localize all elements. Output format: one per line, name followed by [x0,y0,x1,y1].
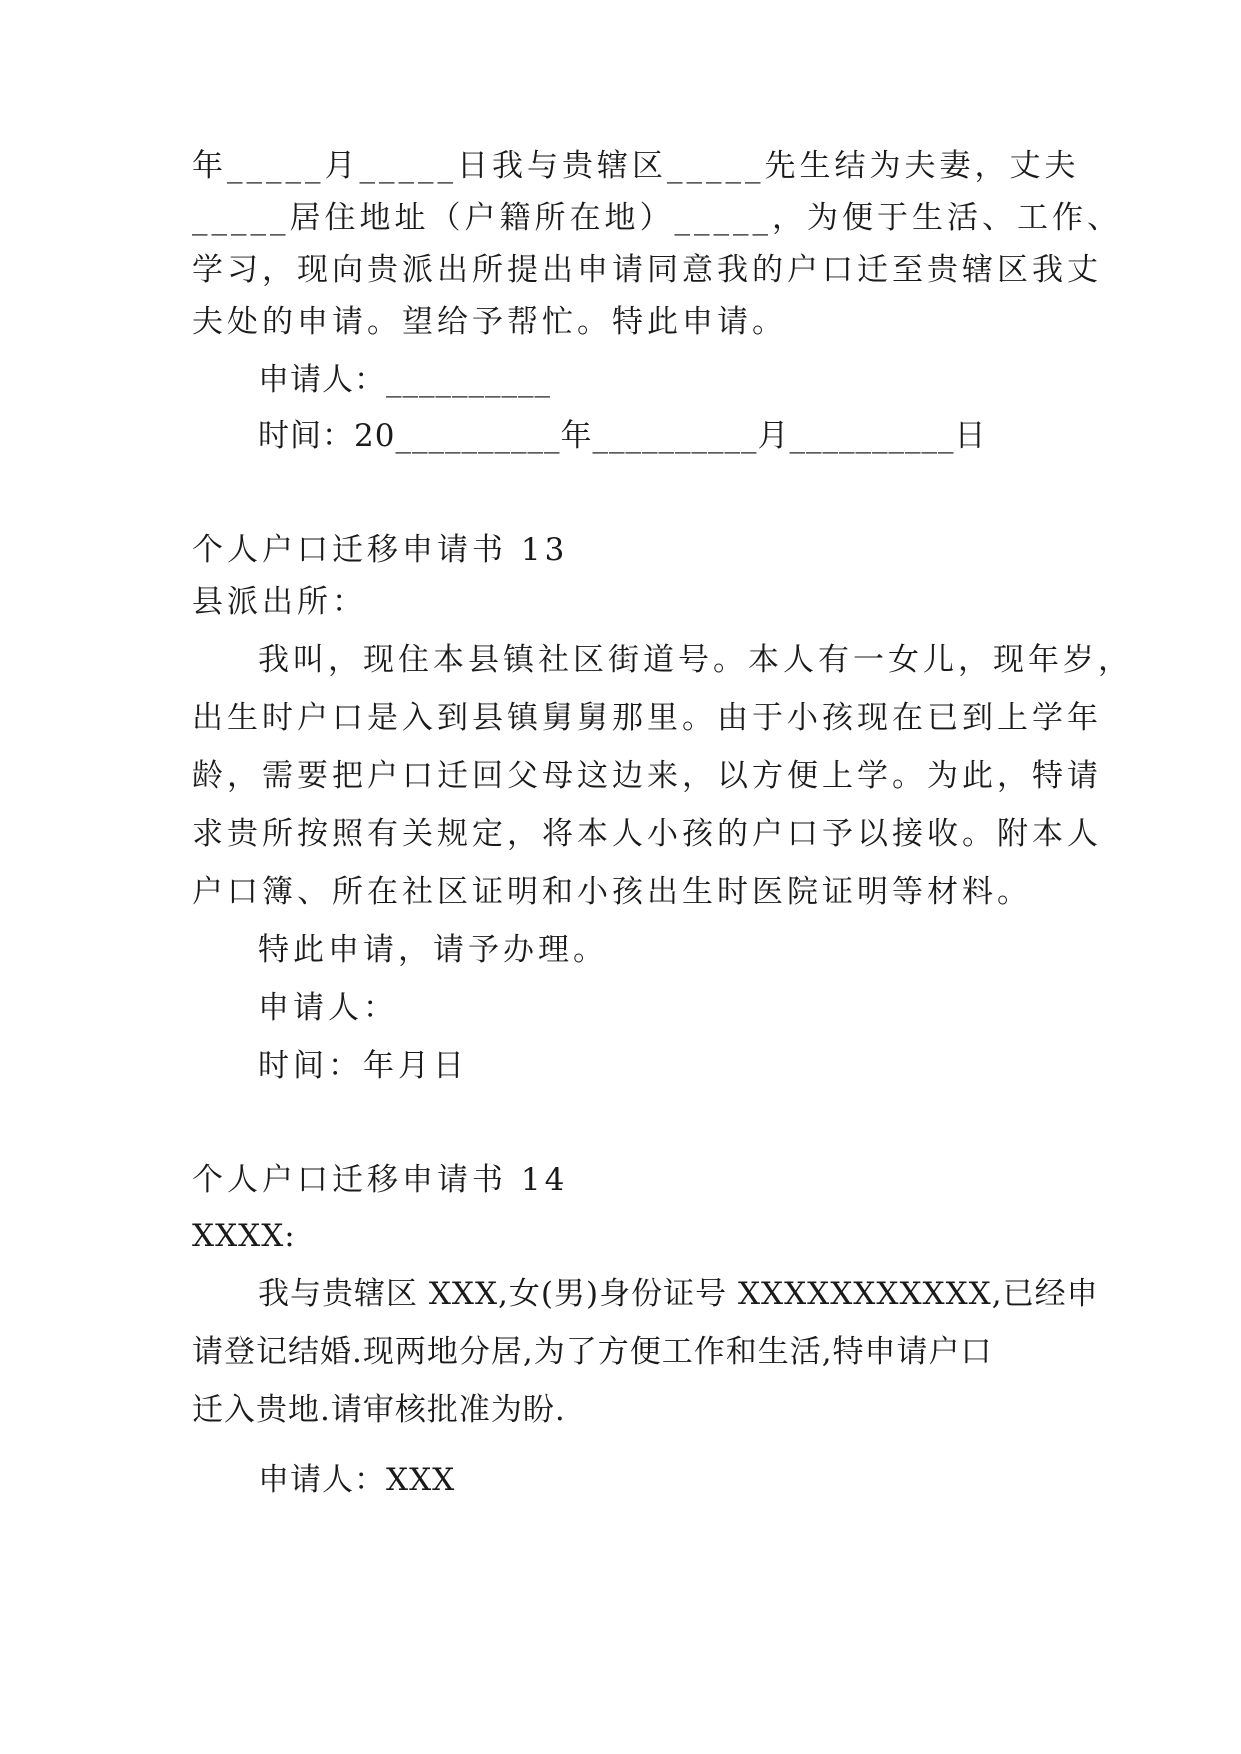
date-line: 时间：年月日 [258,1048,468,1084]
section-title: 个人户口迁移申请书 14 [192,1162,569,1198]
body-line: 我叫，现住本县镇社区街道号。本人有一女儿，现年岁， [258,642,1133,678]
body-line: 龄，需要把户口迁回父母这边来，以方便上学。为此，特请 [192,758,1102,794]
body-line: 迁入贵地.请审核批准为盼. [192,1392,566,1428]
body-line: 请登记结婚.现两地分居,为了方便工作和生活,特申请户口 [192,1334,993,1370]
body-line: _____居住地址（户籍所在地）_____，为便于生活、工作、 [192,200,1122,236]
body-line: 出生时户口是入到县镇舅舅那里。由于小孩现在已到上学年 [192,700,1102,736]
body-line: 求贵所按照有关规定，将本人小孩的户口予以接收。附本人 [192,816,1102,852]
date-line: 时间：20__________年__________月__________日 [258,418,987,454]
body-line: 我与贵辖区 XXX,女(男)身份证号 XXXXXXXXXXX,已经申 [258,1276,1099,1312]
recipient-line: 县派出所： [192,584,367,620]
recipient-line: XXXX: [192,1218,296,1254]
closing-line: 特此申请，请予办理。 [258,932,608,968]
applicant-line: 申请人： [258,990,398,1026]
applicant-line: 申请人：__________ [258,362,551,398]
body-line: 年_____月_____日我与贵辖区_____先生结为夫妻，丈夫 [192,148,1080,184]
body-line: 夫处的申请。望给予帮忙。特此申请。 [192,304,787,340]
body-line: 学习，现向贵派出所提出申请同意我的户口迁至贵辖区我丈 [192,252,1102,288]
applicant-line: 申请人：XXX [258,1462,456,1498]
body-line: 户口簿、所在社区证明和小孩出生时医院证明等材料。 [192,874,1032,910]
section-title: 个人户口迁移申请书 13 [192,532,569,568]
